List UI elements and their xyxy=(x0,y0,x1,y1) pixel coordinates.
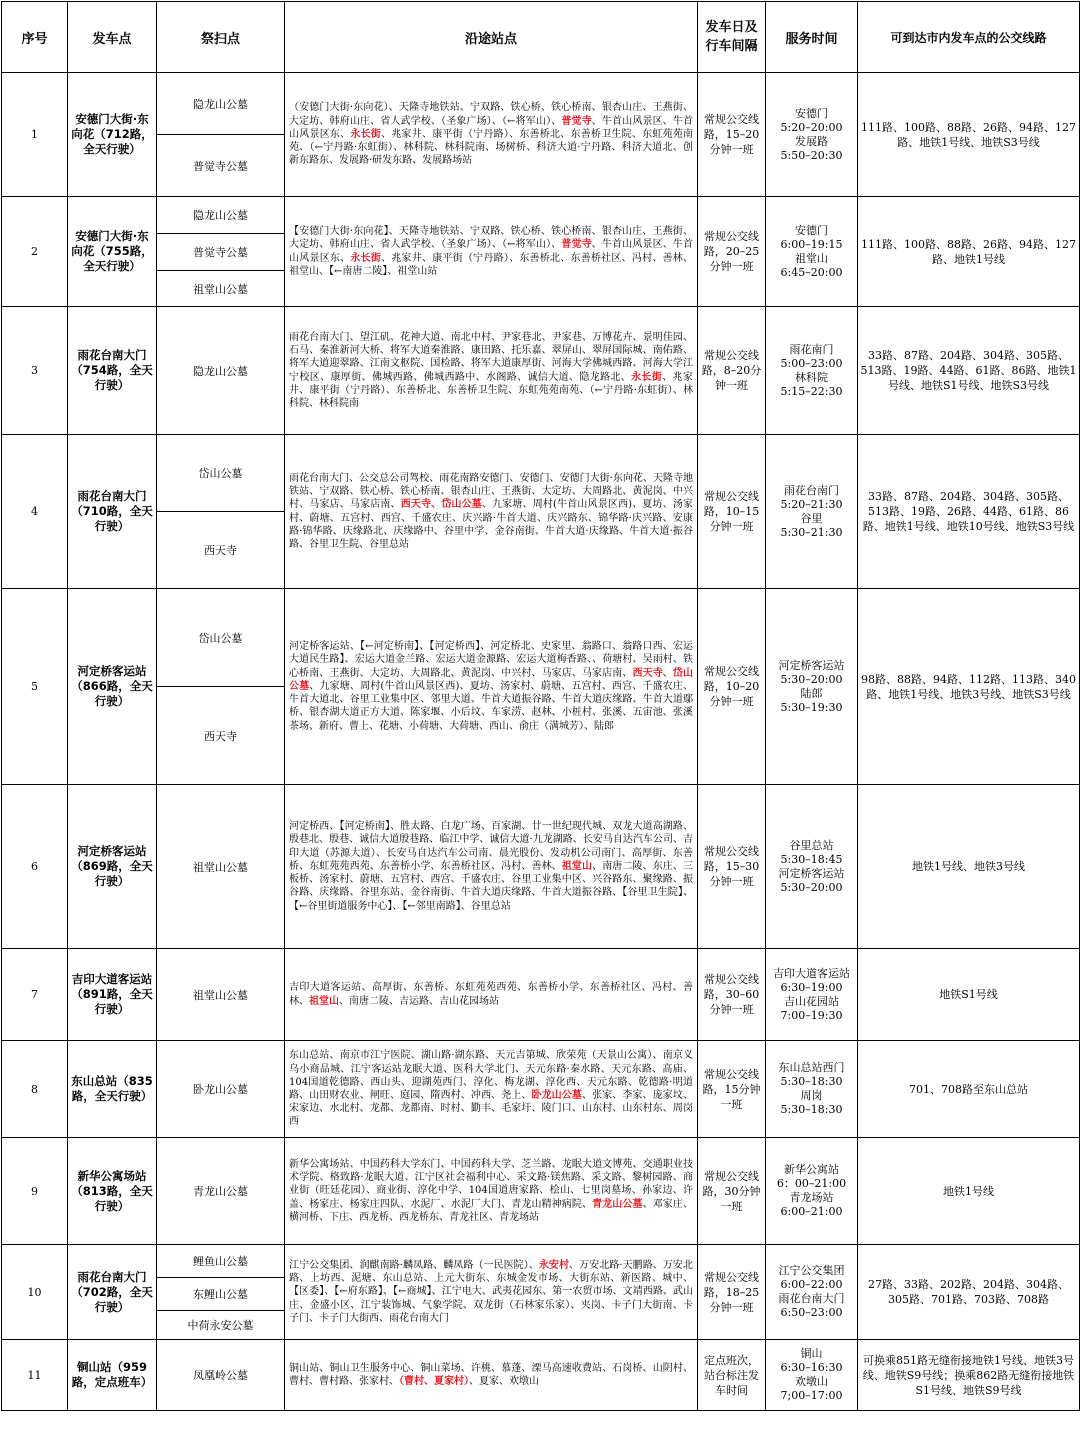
row-seq: 10 xyxy=(2,1245,68,1340)
row-site: 卧龙山公墓 xyxy=(157,1041,285,1138)
row-hours: 谷里总站 5:30–18:45 河定桥客运站 5:30–20:00 xyxy=(766,785,858,949)
row-frequency: 常规公交线路，30–60分钟一班 xyxy=(698,949,766,1041)
stop-text: 、九家塘、周村(牛首山风景区西)、夏坊、汤家村、蔚塘、五宫村、西宫、千盛农庄、牛首大道北、谷里工业集中区、邻里大道、牛首大道振谷路、牛首大道庆缘路、牛首大道鄢桥、银杏湖大道正方大道、陈家堰、小后坟、车家涝、赵林、小桩村、张溪、五宙池、张溪茶场、新府、曹上、花塘、小荷塘、大荷塘、西山、俞庄（满城芳）、陆郎 xyxy=(289,680,693,732)
row-lines: 地铁1号线、地铁3号线 xyxy=(858,785,1080,949)
header-row xyxy=(2,2,1080,73)
row-hours: 河定桥客运站 5:30–20:00 陆郎 5:30–19:30 xyxy=(766,589,858,785)
row-hours: 吉印大道客运站 6:30–19:00 吉山花园站 7:00–19:30 xyxy=(766,949,858,1041)
row-lines: 98路、88路、94路、112路、113路、340路、地铁1号线、地铁3号线、地铁S3号线 xyxy=(858,589,1080,785)
row-site: 祖堂山公墓 xyxy=(157,271,285,307)
stop-text: 新华公寓场站、中国药科大学东门、中国药科大学、芝兰路、龙眠大道文博苑、交通职业技术学院、格致路·龙眠大道、江宁区社会福利中心、采文路·镁焦路、采文路、黎树园路、商业街（旺廷花园）、商业街、淳化中学、104国道唐家路、桧山、七里岗墓场、孙家边、许盖、杨家庄、杨家庄四队、水泥厂、水泥厂大门、青龙山精神病院、 xyxy=(289,1158,693,1210)
row-seq: 5 xyxy=(2,589,68,785)
stop-highlight: 永长街 xyxy=(350,128,382,140)
row-stops xyxy=(285,73,698,197)
stop-text: （安德门大街·东向花）、天隆寺地铁站、宁双路、铁心桥、铁心桥南、银杏山庄、王燕街、大定坊、韩府山庄、省人武学校、（圣象广场）、（←将军山）、 xyxy=(289,102,693,127)
row-site: 鲤鱼山公墓 xyxy=(157,1245,285,1278)
stop-text: 、南唐二陵、东庄、三板桥、汤家村、蔚塘、五宫村、西宫、千盛农庄、谷里工业集中区、兴谷路东、聚缘路、振谷路、庆缘路、谷里东站、金谷南街、牛首大道庆缘路、牛首大道振谷路、【谷里卫生院】、【←谷里街道服务中心】、【←邻里南路】、谷里总站 xyxy=(289,860,694,912)
stop-text: 雨花台南大门、望江矶、花神大道、南北中村、尹家巷北、尹家巷、万博花卉、景明佳园、石马、秦淮新河大桥、将军大道秦淮路、康田路、托乐嘉、翠屏山、翠屏国际城、南佑路、将军大道迎翠路、江南文枢院、国检路、将军大道康厚街、河海大学佛城西路、河海大学江宁校区、康厚街、佛城西路、佛城西路中、水阁路、诚信大道、隐龙路北、 xyxy=(289,331,693,383)
stop-text: 、牛首山风景区、牛首山风景区东、 xyxy=(289,239,694,264)
stop-highlight: 西天寺、岱山公墓 xyxy=(400,499,482,511)
stop-highlight: 永长街 xyxy=(631,371,663,383)
stop-text: 吉印大道客运站、高厚街、东善桥、东虹苑苑西苑、东善桥小学、东善桥社区、冯村、善林、 xyxy=(289,982,693,1007)
table-row xyxy=(2,307,1080,435)
stop-text: 、张家、李家、庞家坟、宋家边、水北村、龙都、龙都南、时村、勤丰、毛家圩、陵门口、山东村、山东村东、周岗西 xyxy=(289,1090,694,1128)
row-frequency: 常规公交线路，18–25分钟一班 xyxy=(698,1245,766,1340)
row-depart: 新华公寓场站（813路，全天行驶） xyxy=(68,1138,157,1245)
row-depart: 雨花台南大门（702路，全天行驶） xyxy=(68,1245,157,1340)
row-stops xyxy=(285,197,698,307)
table-row xyxy=(2,785,1080,949)
stop-text: 、夏家、欢墩山 xyxy=(469,1376,539,1387)
row-site: 祖堂山公墓 xyxy=(157,785,285,949)
stop-text: 、兆家井、康平街（宁丹路）、东善桥北、东善桥社区、冯村、善林、祖堂山、【←南唐二陵】、祖堂山站 xyxy=(289,252,694,277)
row-frequency: 常规公交线路，8–20分钟一班 xyxy=(698,307,766,435)
row-site: 隐龙山公墓 xyxy=(157,307,285,435)
stop-text: 【安德门大街·东向花】、天隆寺地铁站、宁双路、铁心桥、铁心桥南、银杏山庄、王燕街、大定坊、韩府山庄、省人武学校、（圣象广场）、（←将军山）、 xyxy=(289,226,693,251)
row-hours: 铜山 6:30–16:30 欢墩山 7;00–17:00 xyxy=(766,1340,858,1411)
row-site: 岱山公墓 xyxy=(157,589,285,687)
row-depart: 雨花台南大门（754路，全天行驶） xyxy=(68,307,157,435)
stop-highlight: 祖堂山 xyxy=(309,995,339,1007)
row-frequency: 常规公交线路，15–20分钟一班 xyxy=(698,73,766,197)
stop-highlight: 青龙山公墓 xyxy=(592,1198,643,1210)
stop-highlight: 普觉寺 xyxy=(561,115,592,127)
stop-text: 、邓家庄、横河桥、下庄、西龙桥、西龙桥东、青龙社区、青龙场站 xyxy=(289,1198,694,1223)
table-row xyxy=(2,589,1080,687)
table-row xyxy=(2,435,1080,512)
stop-text: 雨花台南大门、公交总公司驾校、雨花南路安德门、安德门、安德门大街·东向花、天隆寺地铁站、宁双路、铁心桥、铁心桥南、银杏山庄、王燕街、大定坊、大周路北、黄泥岗、中兴村、马家店、马家店南、 xyxy=(289,472,693,511)
row-site: 东鲤山公墓 xyxy=(157,1278,285,1311)
row-seq: 9 xyxy=(2,1138,68,1245)
header-hours: 服务时间 xyxy=(766,2,858,73)
row-frequency: 常规公交线路，30分钟一班 xyxy=(698,1138,766,1245)
row-stops xyxy=(285,435,698,589)
row-site: 凤凰岭公墓 xyxy=(157,1340,285,1411)
header-site: 祭扫点 xyxy=(157,2,285,73)
table-row xyxy=(2,1245,1080,1278)
header-depart: 发车点 xyxy=(68,2,157,73)
row-stops xyxy=(285,1340,698,1411)
row-seq: 2 xyxy=(2,197,68,307)
row-lines: 地铁1号线 xyxy=(858,1138,1080,1245)
row-hours: 安德门 6:00–19:15 祖堂山 6:45–20:00 xyxy=(766,197,858,307)
stop-text: 、万安北路·天鹏路、万安北路、上坊西、泥塘、东山总站、上元大街东、东城金发市场、大街东站、新医路、城中、【区委】、【←府东路】、【←商城】、江宁电大、武夷花园东、第一农贸市场、文靖西路、武山庄、金盛小区、江宁装饰城、气象学院、双龙街（石林家乐家）、夹岗、卡子门大街南、卡子门、卡子门大街西、雨花台南大门 xyxy=(289,1259,693,1324)
stop-highlight: 西天寺、岱山公墓 xyxy=(289,667,694,692)
row-site: 西天寺 xyxy=(157,512,285,589)
row-frequency: 常规公交线路，15分钟一班 xyxy=(698,1041,766,1138)
row-lines: 27路、33路、202路、204路、304路、305路、701路、703路、708路 xyxy=(858,1245,1080,1340)
row-hours: 雨花台南门 5:20–21:30 谷里 5:30–21:30 xyxy=(766,435,858,589)
row-depart: 河定桥客运站（866路，全天行驶） xyxy=(68,589,157,785)
row-frequency: 常规公交线路，15–30分钟一班 xyxy=(698,785,766,949)
table-row xyxy=(2,949,1080,1041)
row-depart: 吉印大道客运站（891路，全天行驶） xyxy=(68,949,157,1041)
row-seq: 1 xyxy=(2,73,68,197)
row-seq: 4 xyxy=(2,435,68,589)
row-stops xyxy=(285,785,698,949)
table-row xyxy=(2,197,1080,234)
stop-text: 、九家塘、周村(牛首山风景区西)、夏坊、汤家村、蔚塘、五宫村、西宫、千盛农庄、庆兴路·牛首大道、庆兴路东、锦华路·庆兴路、安康路·锦华路、庆缘路北、庆缘路中、谷里中学、金谷南街、牛首大道·庆缘路、牛首大道·振谷路、谷里卫生院、谷里总站 xyxy=(289,499,694,550)
row-depart: 河定桥客运站（869路，全天行驶） xyxy=(68,785,157,949)
row-site: 普觉寺公墓 xyxy=(157,135,285,197)
row-frequency: 常规公交线路，10–20分钟一班 xyxy=(698,589,766,785)
row-lines: 可换乘851路无缝衔接地铁1号线、地铁3号线、地铁S9号线；换乘862路无缝衔接地铁S1号线、地铁S9号线 xyxy=(858,1340,1080,1411)
stop-highlight: 祖堂山 xyxy=(561,860,593,872)
row-hours: 东山总站西门 5:30–18:30 周岗 5:30–18:30 xyxy=(766,1041,858,1138)
header-stops: 沿途站点 xyxy=(285,2,698,73)
row-seq: 3 xyxy=(2,307,68,435)
stop-text: 、兆家井、康平街（宁丹路）、东善桥北、东善桥卫生院、东虹苑苑南苑、（←宁丹路·东虹街）、林科院、林科院南 xyxy=(289,371,694,409)
row-site: 青龙山公墓 xyxy=(157,1138,285,1245)
row-depart: 安德门大街·东向花（712路，全天行驶） xyxy=(68,73,157,197)
row-hours: 安德门 5:20–20:00 发展路 5:50–20:30 xyxy=(766,73,858,197)
row-depart: 铜山站（959路，定点班车） xyxy=(68,1340,157,1411)
stop-highlight: 永长街 xyxy=(350,252,382,264)
header-lines: 可到达市内发车点的公交线路 xyxy=(858,2,1080,73)
row-site: 西天寺 xyxy=(157,687,285,785)
header-freq: 发车日及行车间隔 xyxy=(698,2,766,73)
stop-highlight: （曹村、夏家村） xyxy=(399,1376,469,1387)
row-frequency: 常规公交线路，20–25分钟一班 xyxy=(698,197,766,307)
row-stops xyxy=(285,949,698,1041)
row-seq: 6 xyxy=(2,785,68,949)
row-lines: 111路、100路、88路、26路、94路、127路、地铁1号线、地铁S3号线 xyxy=(858,73,1080,197)
row-seq: 7 xyxy=(2,949,68,1041)
row-lines: 701、708路至东山总站 xyxy=(858,1041,1080,1138)
row-seq: 8 xyxy=(2,1041,68,1138)
stop-text: 、南唐二陵、吉运路、吉山花园场站 xyxy=(339,995,499,1007)
row-frequency: 常规公交线路，10–15分钟一班 xyxy=(698,435,766,589)
row-lines: 33路、87路、204路、304路、305路、513路、19路、44路、61路、86路、地铁1号线、地铁S1号线、地铁S3号线 xyxy=(858,307,1080,435)
row-site: 中荷永安公墓 xyxy=(157,1311,285,1340)
row-stops xyxy=(285,1245,698,1340)
row-stops xyxy=(285,307,698,435)
stop-text: 河定桥客运站、【←河定桥南】、【河定桥西】、河定桥北、史家里、翁路口、翁路口西、宏运大道民生路】、宏运大道金兰路、宏运大道金源路、宏运大道梅香路、、荷塘村、吴雨村、铁心桥南、王燕街、大定坊、大周路北、黄泥岗、中兴村、马家店、马家店南、 xyxy=(289,641,693,679)
stop-text: 东山总站、南京市江宁医院、湖山路·湖东路、天元吉第城、欣荣苑（天景山公寓）、南京义乌小商品城、江宁客运站龙眠大道、医科大学北门、天元东路·秦水路、天元东路、高庙、104国道乾德路、西山头、迎湖苑西门、淳化、梅龙湖、淳化西、天元东路、乾德路·明道路、山田财农业、闸旺、庭园、隋西村、冲西、尧上、 xyxy=(289,1050,693,1101)
table-row xyxy=(2,1340,1080,1411)
table-row xyxy=(2,1138,1080,1245)
row-stops xyxy=(285,589,698,785)
row-lines: 33路、87路、204路、304路、305路、513路、19路、26路、44路、61路、86路、地铁1号线、地铁10号线、地铁S3号线 xyxy=(858,435,1080,589)
table-row xyxy=(2,73,1080,135)
stop-text: 江宁公交集团、润麒南路·麟凤路、麟凤路（一民医院）、 xyxy=(289,1259,539,1271)
stop-highlight: 永安村 xyxy=(538,1259,570,1271)
stop-text: 、牛首山风景区、牛首山风景区东、 xyxy=(289,115,694,140)
row-site: 隐龙山公墓 xyxy=(157,197,285,234)
row-lines: 地铁S1号线 xyxy=(858,949,1080,1041)
header-seq: 序号 xyxy=(2,2,68,73)
stop-highlight: 普觉寺 xyxy=(561,239,592,251)
stop-highlight: 卧龙山公墓 xyxy=(531,1090,582,1101)
row-lines: 111路、100路、88路、26路、94路、127路、地铁1号线 xyxy=(858,197,1080,307)
row-site: 普觉寺公墓 xyxy=(157,234,285,271)
row-seq: 11 xyxy=(2,1340,68,1411)
row-stops xyxy=(285,1138,698,1245)
row-depart: 安德门大街·东向花（755路，全天行驶） xyxy=(68,197,157,307)
stop-text: 河定桥西、【河定桥南】、胜太路、白龙广场、百家湖、廿一世纪现代城、双龙大道高湖路、殷巷北、殷巷、诚信大道殷巷路、临江中学、诚信大道·九龙湖路、长安马自达汽车公司、吉印大道（苏源大道）、长安马自达汽车公司南、晨光股份、发动机公司南门、高厚街、东善桥、东虹苑苑西苑、东善桥小学、东善桥社区、冯村、善林、 xyxy=(289,821,693,872)
bus-route-table xyxy=(1,1,1080,1411)
row-depart: 东山总站（835路，全天行驶） xyxy=(68,1041,157,1138)
row-site: 祖堂山公墓 xyxy=(157,949,285,1041)
row-stops xyxy=(285,1041,698,1138)
row-site: 隐龙山公墓 xyxy=(157,73,285,135)
row-hours: 雨花南门 5:00–23:00 林科院 5:15–22:30 xyxy=(766,307,858,435)
stop-text: 铜山站、铜山卫生服务中心、铜山菜场、许桃、慕蓬、溧马高速收费站、石岗桥、山阴村、曹村、曹村路、张家村、 xyxy=(289,1362,693,1387)
row-site: 岱山公墓 xyxy=(157,435,285,512)
row-depart: 雨花台南大门（710路，全天行驶） xyxy=(68,435,157,589)
row-hours: 新华公寓站 6：00–21:00 青龙场站 6:00–21:00 xyxy=(766,1138,858,1245)
table-row xyxy=(2,1041,1080,1138)
stop-text: 、兆家井、康平街（宁丹路）、东善桥北、东善桥卫生院、东虹苑苑南苑、（←宁丹路·东虹街）、林科院、林科院南、场树桥、科济大道·宁丹路、科济大道北、创新东路东、发展路·研发东路、发展路场站 xyxy=(289,128,694,167)
row-frequency: 定点班次，站台标注发车时间 xyxy=(698,1340,766,1411)
row-hours: 江宁公交集团 6:00–22:00 雨花台南大门 6:50–23:00 xyxy=(766,1245,858,1340)
